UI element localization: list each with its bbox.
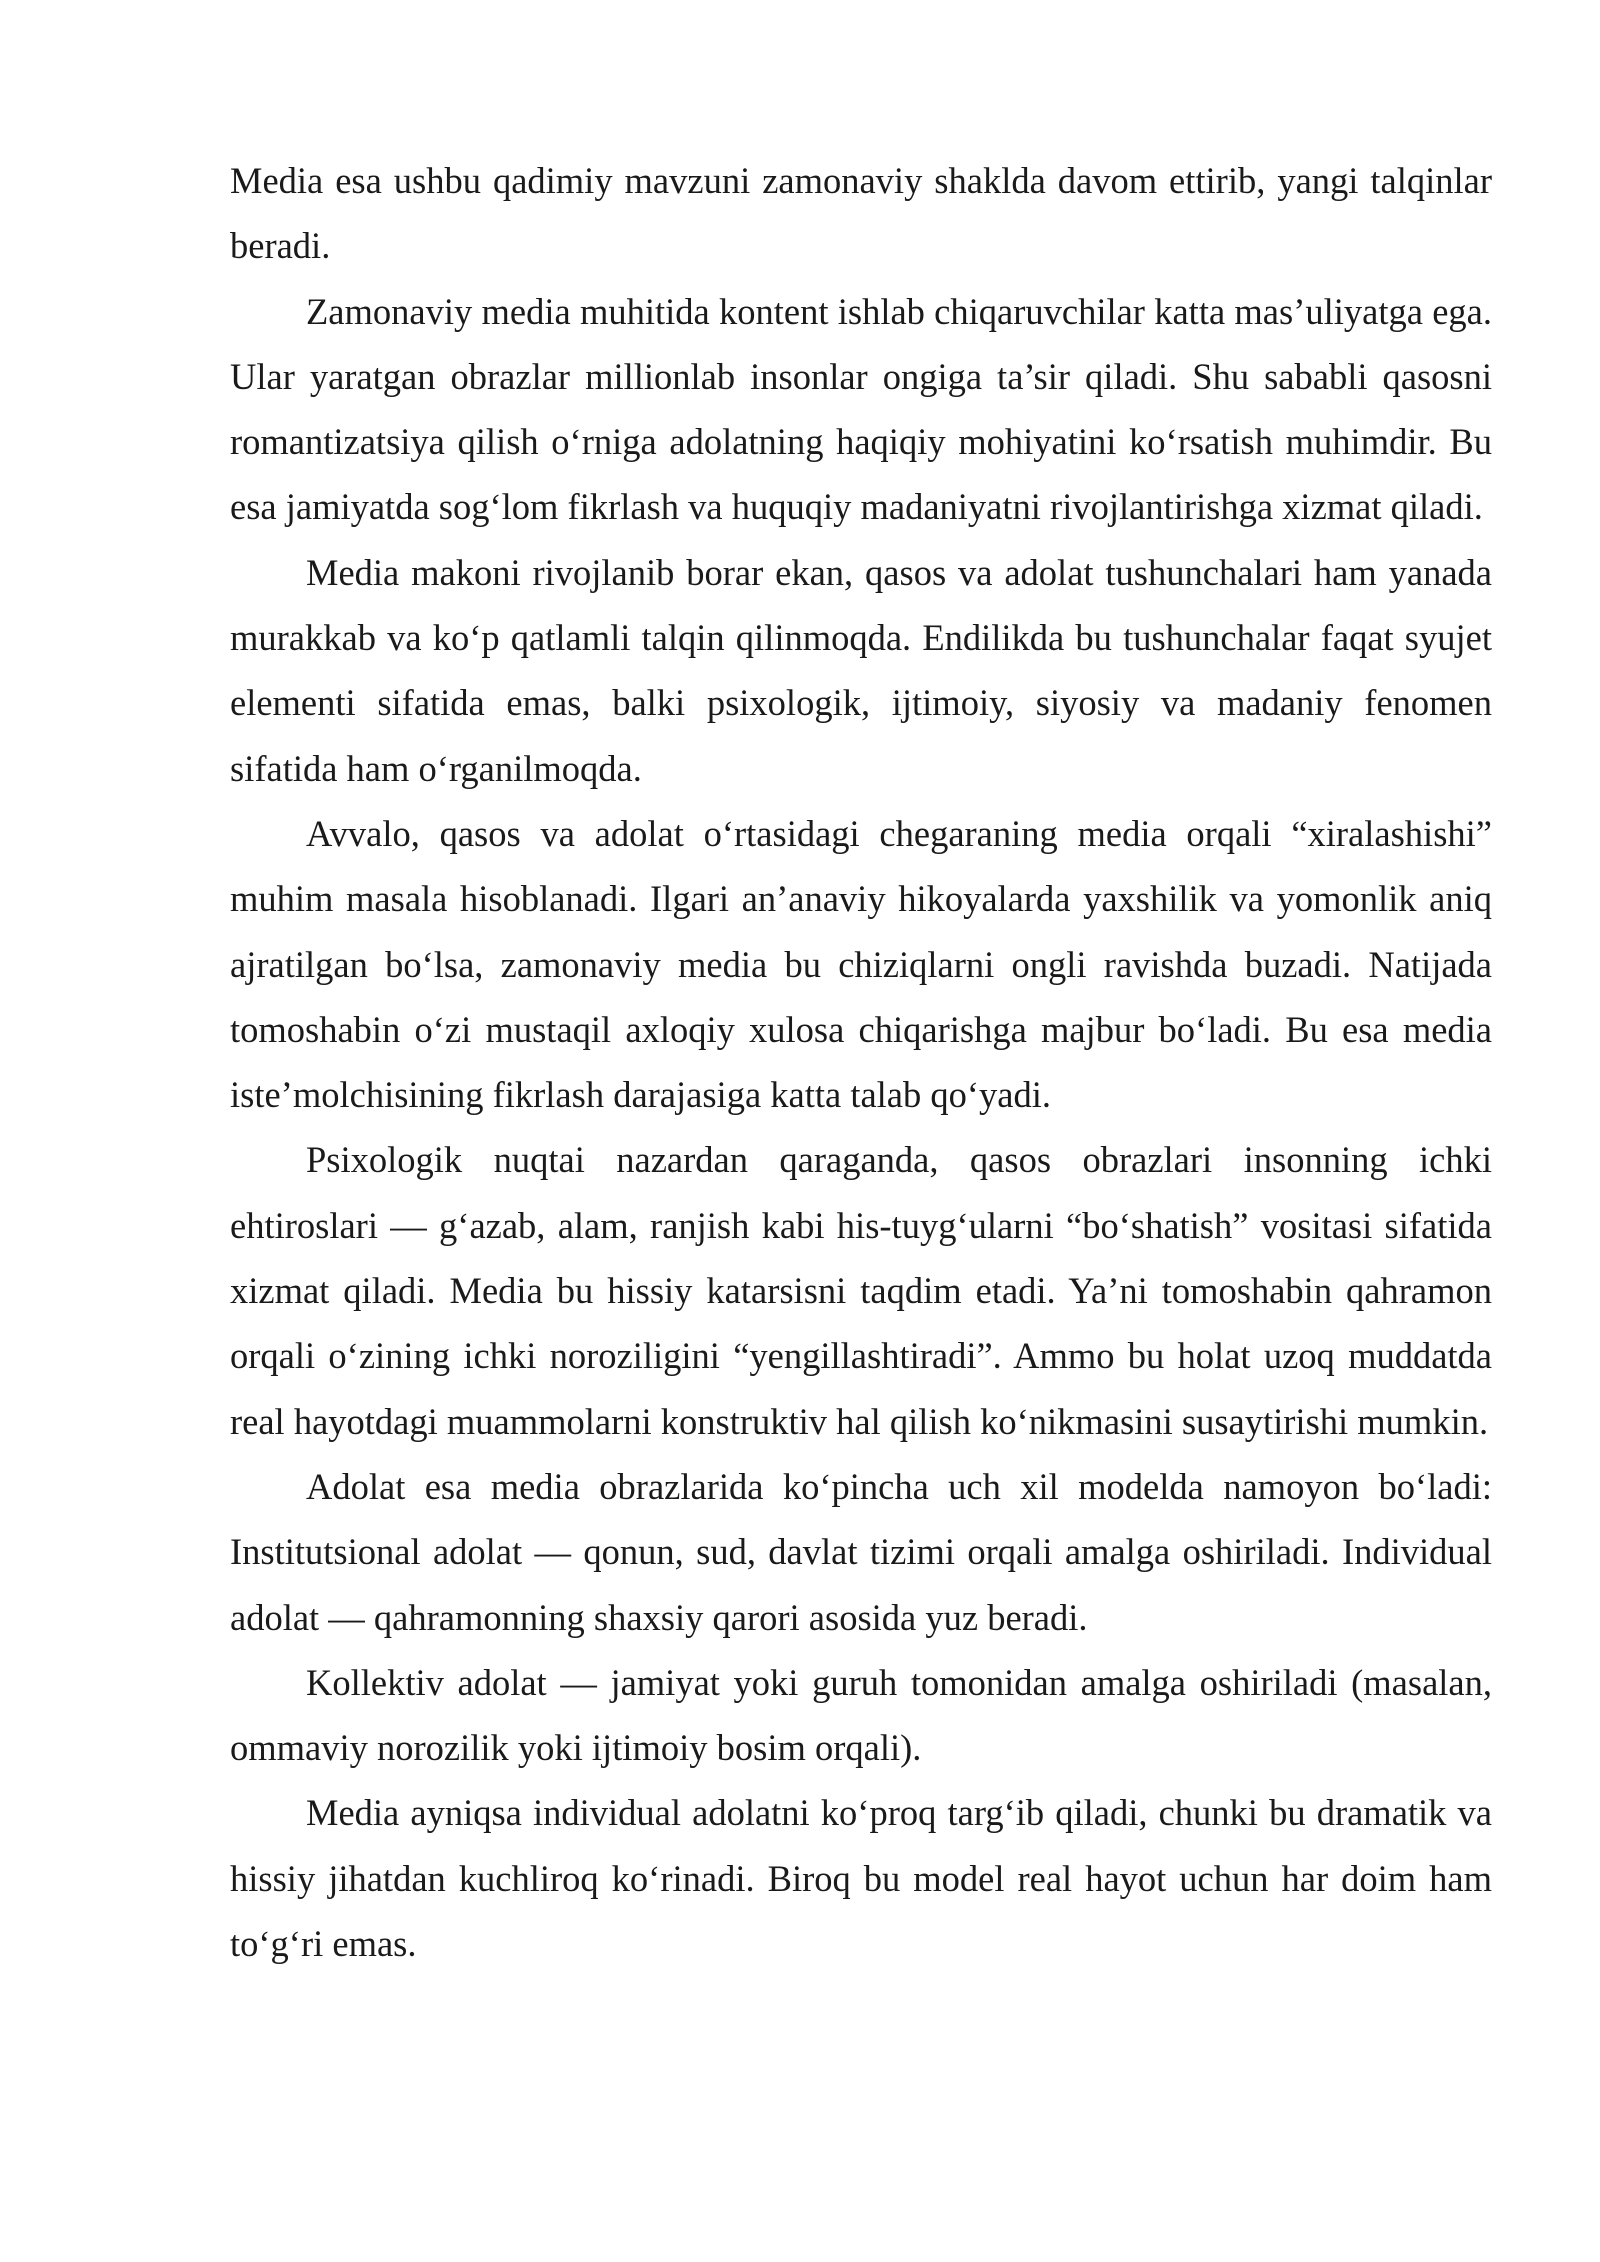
paragraph-media-space: Media makoni rivojlanib borar ekan, qasos va adolat tushunchalari ham yanada murakkab va ko‘p qatlamli talqin qilinmoqda. Endilikda bu tushunchalar faqat syujet elementi sifatida emas, balki psixologik, ijtimoiy, siyosiy va madaniy fenomen sifatida ham o‘rganilmoqda.	[230, 551, 1492, 789]
paragraph-boundary-blurring: Avvalo, qasos va adolat o‘rtasidagi chegaraning media orqali “xiralashishi” muhim masala hisoblanadi. Ilgari an’anaviy hikoyalarda yaxshilik va yomonlik aniq ajratilgan bo‘lsa, zamonaviy media bu chiziqlarni ongli ravishda buzadi. Natijada tomoshabin o‘zi mustaqil axloqiy xulosa chiqarishga majbur bo‘ladi. Bu esa media iste’molchisining fikrlash darajasiga katta talab qo‘yadi.	[230, 812, 1492, 1116]
paragraph-collective-justice: Kollektiv adolat — jamiyat yoki guruh tomonidan amalga oshiriladi (masalan, ommaviy norozilik yoki ijtimoiy bosim orqali).	[230, 1661, 1492, 1769]
document-page	[230, 148, 1492, 1976]
paragraph-justice-models: Adolat esa media obrazlarida ko‘pincha uch xil modelda namoyon bo‘ladi: Institutsional adolat — qonun, sud, davlat tizimi orqali amalga oshiriladi. Individual adolat — qahramonning shaxsiy qarori asosida yuz beradi.	[230, 1465, 1492, 1638]
paragraph-psychological-view: Psixologik nuqtai nazardan qaraganda, qasos obrazlari insonning ichki ehtiroslari — g‘azab, alam, ranjish kabi his-tuyg‘ularni “bo‘shatish” vositasi sifatida xizmat qiladi. Media bu hissiy katarsisni taqdim etadi. Ya’ni tomoshabin qahramon orqali o‘zining ichki noroziligini “yengillashtiradi”. Ammo bu holat uzoq muddatda real hayotdagi muammolarni konstruktiv hal qilish ko‘nikmasini susaytirishi mumkin.	[230, 1139, 1492, 1442]
paragraph-content-creators: Zamonaviy media muhitida kontent ishlab chiqaruvchilar katta mas’uliyatga ega. Ular yaratgan obrazlar millionlab insonlar ongiga ta’sir qiladi. Shu sababli qasosni romantizatsiya qilish o‘rniga adolatning haqiqiy mohiyatini ko‘rsatish muhimdir. Bu esa jamiyatda sog‘lom fikrlash va huquqiy madaniyatni rivojlantirishga xizmat qiladi.	[230, 290, 1492, 528]
paragraph-individual-justice: Media ayniqsa individual adolatni ko‘proq targ‘ib qiladi, chunki bu dramatik va hissiy jihatdan kuchliroq ko‘rinadi. Biroq bu model real hayot uchun har doim ham to‘g‘ri emas.	[230, 1792, 1492, 1965]
paragraph-continuation: Media esa ushbu qadimiy mavzuni zamonaviy shaklda davom ettirib, yangi talqinlar beradi.	[230, 160, 1492, 267]
